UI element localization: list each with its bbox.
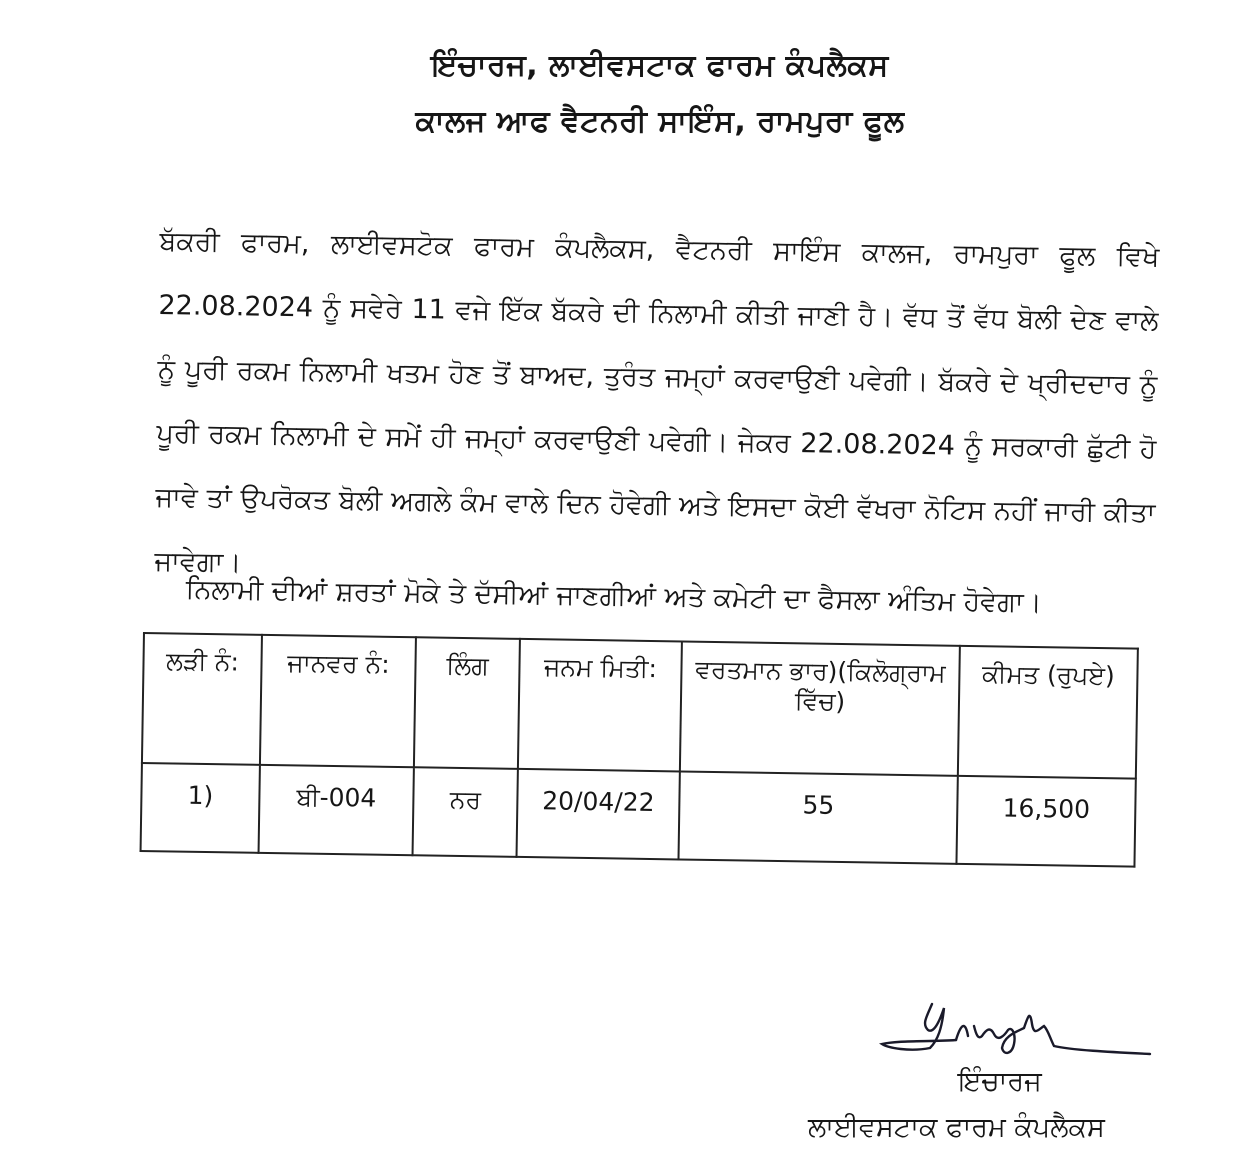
notice-body bbox=[154, 210, 1160, 610]
signature-icon bbox=[870, 990, 1170, 1070]
cell-sex: ਨਰ bbox=[413, 767, 518, 857]
header-sex: ਲਿੰਗ bbox=[414, 637, 520, 769]
auction-table-wrapper bbox=[140, 632, 1139, 868]
header-animal-no: ਜਾਨਵਰ ਨੰ: bbox=[260, 635, 416, 767]
cell-serial-no: 1) bbox=[141, 763, 260, 853]
handwritten-signature bbox=[870, 990, 1170, 1070]
header-line-2: ਕਾਲਜ ਆਫ ਵੈਟਨਰੀ ਸਾਇੰਸ, ਰਾਮਪੁਰਾ ਫੂਲ bbox=[415, 104, 905, 139]
cell-price: 16,500 bbox=[956, 776, 1135, 867]
header-price: ਕੀਮਤ (ਰੁਪਏ) bbox=[958, 646, 1138, 779]
cell-animal-no: ਬੀ-004 bbox=[259, 765, 414, 855]
cell-birth-date: 20/04/22 bbox=[517, 769, 680, 860]
header-serial-no: ਲੜੀ ਨੰ: bbox=[142, 633, 262, 765]
auction-table bbox=[140, 632, 1139, 868]
header-current-weight: ਵਰਤਮਾਨ ਭਾਰ)(ਕਿਲੋਗ੍ਰਾਮ ਵਿੱਚ) bbox=[680, 641, 960, 775]
header-birth-date: ਜਨਮ ਮਿਤੀ: bbox=[518, 639, 682, 772]
header-line-1: ਇੰਚਾਰਜ, ਲਾਈਵਸਟਾਕ ਫਾਰਮ ਕੰਪਲੈਕਸ bbox=[431, 48, 889, 83]
table-row bbox=[141, 763, 1136, 867]
signatory-department: ਲਾਈਵਸਟਾਕ ਫਾਰਮ ਕੰਪਲੈਕਸ bbox=[808, 1112, 1105, 1143]
notice-paragraph: ਬੱਕਰੀ ਫਾਰਮ, ਲਾਈਵਸਟੋਕ ਫਾਰਮ ਕੰਪਲੈਕਸ, ਵੈਟਨਰੀ ਸਾਇੰਸ ਕਾਲਜ, ਰਾਮਪੁਰਾ ਫੂਲ ਵਿਖੇ 22.08.2024 ਨੂੰ ਸਵੇਰੇ 11 ਵਜੇ ਇੱਕ ਬੱਕਰੇ ਦੀ ਨਿਲਾਮੀ ਕੀਤੀ ਜਾਣੀ ਹੈ। ਵੱਧ ਤੋਂ ਵੱਧ ਬੋਲੀ ਦੇਣ ਵਾਲੇ ਨੂੰ ਪੂਰੀ ਰਕਮ ਨਿਲਾਮੀ ਖਤਮ ਹੋਣ ਤੋਂ ਬਾਅਦ, ਤੁਰੰਤ ਜਮ੍ਹਾਂ ਕਰਵਾਉਣੀ ਪਵੇਗੀ। ਬੱਕਰੇ ਦੇ ਖ੍ਰੀਦਦਾਰ ਨੂੰ ਪੂਰੀ ਰਕਮ ਨਿਲਾਮੀ ਦੇ ਸਮੇਂ ਹੀ ਜਮ੍ਹਾਂ ਕਰਵਾਉਣੀ ਪਵੇਗੀ। ਜੇਕਰ 22.08.2024 ਨੂੰ ਸਰਕਾਰੀ ਛੁੱਟੀ ਹੋ ਜਾਵੇ ਤਾਂ ਉਪਰੋਕਤ ਬੋਲੀ ਅਗਲੇ ਕੰਮ ਵਾਲੇ ਦਿਨ ਹੋਵੇਗੀ ਅਤੇ ਇਸਦਾ ਕੋਈ ਵੱਖਰਾ ਨੋਟਿਸ ਨਹੀਂ ਜਾਰੀ ਕੀਤਾ ਜਾਵੇਗਾ। bbox=[154, 225, 1160, 579]
table-header-row bbox=[142, 633, 1138, 779]
signatory-title: ਇੰਚਾਰਜ bbox=[958, 1066, 1042, 1097]
cell-current-weight: 55 bbox=[678, 771, 957, 863]
auction-terms-note: ਨਿਲਾਮੀ ਦੀਆਂ ਸ਼ਰਤਾਂ ਮੋਕੇ ਤੇ ਦੱਸੀਆਂ ਜਾਣਗੀਆਂ ਅਤੇ ਕਮੇਟੀ ਦਾ ਫੈਸਲਾ ਅੰਤਿਮ ਹੋਵੇਗਾ। bbox=[185, 574, 1043, 619]
